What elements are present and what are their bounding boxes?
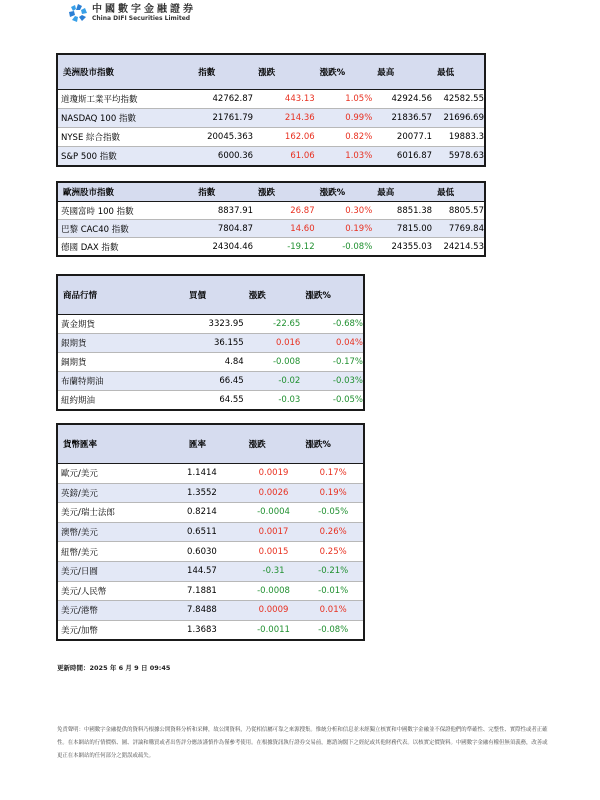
high-value: 6016.87	[372, 147, 432, 167]
company-logo-icon	[68, 3, 88, 23]
exchange-rate: 0.6511	[184, 522, 244, 542]
change-value: 14.60	[253, 220, 315, 238]
change-value: 0.016	[244, 334, 301, 353]
commodity-name: 銀期貨	[57, 334, 184, 353]
commodities-table	[56, 274, 365, 411]
index-value: 20045.363	[193, 128, 253, 147]
column-header: 漲跌	[253, 54, 315, 90]
currency-pair: 澳幣/美元	[57, 522, 184, 542]
high-value: 21836.57	[372, 109, 432, 128]
table-row	[57, 238, 485, 257]
column-header: 最高	[372, 54, 432, 90]
index-value: 42762.87	[193, 90, 253, 109]
column-header: 最低	[432, 182, 485, 202]
change-percent: -0.21%	[300, 561, 364, 581]
change-percent: -0.08%	[342, 241, 373, 252]
table-row	[57, 90, 485, 109]
currency-pair: 歐元/美元	[57, 464, 184, 484]
table-row	[57, 372, 364, 391]
high-value: 42924.56	[372, 90, 432, 109]
commodity-name: 紐約期油	[61, 396, 96, 406]
bid-price: 36.155	[184, 334, 244, 353]
table-row	[57, 542, 364, 562]
high-value: 7815.00	[372, 220, 432, 238]
index-name: S&P 500 指數	[57, 147, 193, 167]
low-value: 21696.69	[432, 109, 485, 128]
column-header: 最低	[432, 54, 485, 90]
index-name: 巴黎 CAC40 指數	[57, 220, 193, 238]
currency-pair: 美元/人民幣	[57, 581, 184, 601]
change-value: 0.0015	[244, 542, 301, 562]
exchange-rate: 7.8488	[184, 601, 244, 621]
column-header: 漲跌%	[315, 54, 373, 90]
change-value: -0.0011	[257, 625, 290, 636]
column-header: 匯率	[184, 424, 244, 464]
column-header: 商品行情	[57, 275, 184, 315]
low-value: 7769.84	[432, 220, 485, 238]
change-value: -0.0008	[244, 581, 301, 601]
currency-pair: 美元/港幣	[57, 601, 184, 621]
change-percent: 0.30%	[315, 202, 373, 220]
change-percent: 0.19%	[315, 220, 373, 238]
change-percent: 0.26%	[300, 522, 364, 542]
change-percent: -0.17%	[300, 353, 364, 372]
column-header: 指數	[193, 54, 253, 90]
change-percent: 0.04%	[300, 334, 364, 353]
index-name: NYSE 綜合指數	[57, 128, 193, 147]
exchange-rate: 1.3683	[187, 625, 217, 636]
column-header: 漲跌	[244, 424, 301, 464]
table-row	[57, 128, 485, 147]
table-row	[57, 464, 364, 484]
exchange-rate: 7.1881	[184, 581, 244, 601]
index-name: NASDAQ 100 指數	[57, 109, 193, 128]
table-header-row	[57, 182, 485, 202]
change-percent: 0.19%	[300, 483, 364, 503]
index-name: 德國 DAX 指數	[61, 242, 119, 253]
update-time: 更新時間：2025 年 6 月 9 日 09:45	[57, 664, 171, 672]
change-value: 0.0019	[244, 464, 301, 484]
change-value: 26.87	[253, 202, 315, 220]
exchange-rate: 1.3552	[184, 483, 244, 503]
index-value: 7804.87	[193, 220, 253, 238]
company-name-en: China DIFI Securities Limited	[92, 14, 191, 22]
change-percent: -0.05%	[332, 395, 363, 405]
exchange-rate: 1.1414	[184, 464, 244, 484]
currency-pair: 美元/加幣	[61, 626, 98, 637]
currency-pair: 美元/瑞士法郎	[57, 503, 184, 523]
company-logo	[68, 2, 196, 24]
us-indices-table	[56, 53, 486, 167]
change-value: 162.06	[253, 128, 315, 147]
change-value: 0.0009	[244, 601, 301, 621]
table-row	[57, 147, 485, 167]
change-percent: -0.03%	[300, 372, 364, 391]
change-value: -0.31	[244, 561, 301, 581]
change-value: -0.03	[278, 395, 301, 405]
column-header: 買價	[184, 275, 244, 315]
column-header: 美洲股市指數	[57, 54, 193, 90]
column-header: 指數	[193, 182, 253, 202]
exchange-rate: 144.57	[184, 561, 244, 581]
index-name: 道瓊斯工業平均指數	[57, 90, 193, 109]
change-percent: -0.05%	[300, 503, 364, 523]
low-value: 5978.63	[432, 147, 485, 167]
table-row	[57, 109, 485, 128]
table-row	[57, 391, 364, 411]
change-value: 443.13	[253, 90, 315, 109]
column-header: 最高	[372, 182, 432, 202]
fx-rates-table	[56, 423, 365, 641]
bid-price: 3323.95	[184, 315, 244, 334]
table-row	[57, 620, 364, 640]
bid-price: 64.55	[219, 395, 244, 405]
table-row	[57, 353, 364, 372]
change-percent: 0.82%	[315, 128, 373, 147]
index-value: 24304.46	[212, 241, 254, 252]
change-percent: 1.03%	[315, 147, 373, 167]
column-header: 漲跌%	[300, 424, 364, 464]
change-value: -22.65	[244, 315, 301, 334]
table-row	[57, 561, 364, 581]
index-value: 6000.36	[193, 147, 253, 167]
eu-indices-table	[56, 181, 486, 257]
change-value: -19.12	[287, 241, 315, 252]
change-percent: -0.68%	[300, 315, 364, 334]
high-value: 8851.38	[372, 202, 432, 220]
change-value: -0.0004	[244, 503, 301, 523]
table-row	[57, 522, 364, 542]
index-value: 21761.79	[193, 109, 253, 128]
disclaimer-text: 免責聲明：中國數字金融提供的資料乃根據公開資料分析和采轉，故公開資料，乃從相信屬可靠之來源搜集。惟統分析和信息並未經獨立核實和中國數字金融並不保證他們的準確性、完整性、實際性或者正確性。在本網站的行情價格、圖、評論和購買或者出售評分應該謹慎作為僅參考使用。在根據資訊執行證券交易前，應諮詢閣下之經紀或其他財務代表。以核實定價資料。中國數字金融有權但無須義務，改善或更正在本網站的任何部分之錯誤或疏失。	[57, 727, 548, 759]
change-value: -0.02	[244, 372, 301, 391]
bid-price: 66.45	[184, 372, 244, 391]
low-value: 42582.55	[432, 90, 485, 109]
high-value: 24355.03	[391, 241, 433, 252]
index-name: 英國富時 100 指數	[57, 202, 193, 220]
currency-pair: 美元/日圓	[57, 561, 184, 581]
change-value: -0.008	[244, 353, 301, 372]
column-header: 漲跌%	[315, 182, 373, 202]
change-percent: -0.01%	[300, 581, 364, 601]
table-row	[57, 581, 364, 601]
table-row	[57, 601, 364, 621]
table-header-row	[57, 275, 364, 315]
low-value: 19883.3	[432, 128, 485, 147]
column-header: 漲跌	[244, 275, 301, 315]
table-header-row	[57, 54, 485, 90]
table-row	[57, 220, 485, 238]
change-value: 0.0026	[244, 483, 301, 503]
commodity-name: 布蘭特期油	[57, 372, 184, 391]
change-value: 214.36	[253, 109, 315, 128]
low-value: 24214.53	[443, 241, 484, 252]
company-name-cn: 中國數字金融證券	[92, 3, 196, 15]
bid-price: 4.84	[184, 353, 244, 372]
change-value: 0.0017	[244, 522, 301, 542]
exchange-rate: 0.8214	[184, 503, 244, 523]
high-value: 20077.1	[372, 128, 432, 147]
table-row	[57, 503, 364, 523]
change-percent: 1.05%	[315, 90, 373, 109]
currency-pair: 紐幣/美元	[57, 542, 184, 562]
column-header: 貨幣匯率	[57, 424, 184, 464]
exchange-rate: 0.6030	[184, 542, 244, 562]
commodity-name: 黃金期貨	[57, 315, 184, 334]
column-header: 漲跌	[253, 182, 315, 202]
table-row	[57, 202, 485, 220]
commodity-name: 銅期貨	[57, 353, 184, 372]
change-percent: 0.17%	[300, 464, 364, 484]
change-percent: 0.99%	[315, 109, 373, 128]
column-header: 歐洲股市指數	[57, 182, 193, 202]
index-value: 8837.91	[193, 202, 253, 220]
low-value: 8805.57	[432, 202, 485, 220]
table-header-row	[57, 424, 364, 464]
change-value: 61.06	[253, 147, 315, 167]
currency-pair: 英鎊/美元	[57, 483, 184, 503]
change-percent: -0.08%	[318, 625, 349, 636]
change-percent: 0.01%	[300, 601, 364, 621]
table-row	[57, 315, 364, 334]
table-row	[57, 334, 364, 353]
column-header: 漲跌%	[300, 275, 364, 315]
change-percent: 0.25%	[300, 542, 364, 562]
table-row	[57, 483, 364, 503]
